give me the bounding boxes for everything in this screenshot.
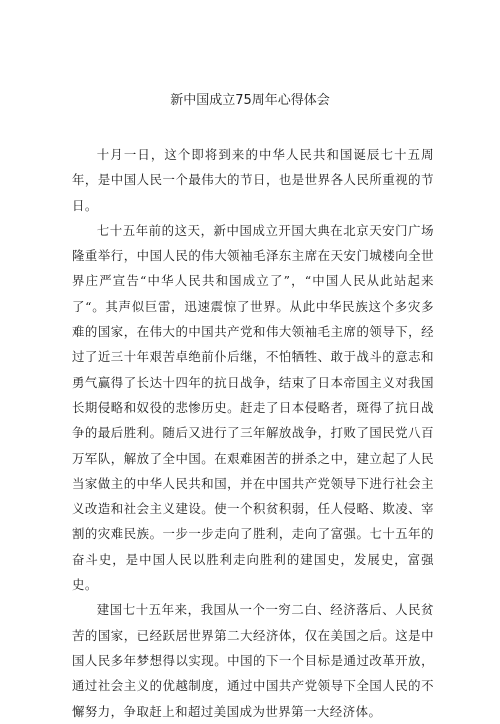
paragraph-3: 建国七十五年来，我国从一个一穷二白、经济落后、人民贫苦的国家，已经跃居世界第二大经济体，仅在美国之后。这是中国人民多年梦想得以实现。中国的下一个目标是通过改革开放，通过社会主义的优越制度，通过中国共产党领导下全国人民的不懈努力，争取赶上和超过美国成为世界第一大经济体。 — [72, 602, 434, 719]
document-title: 新中国成立75周年心得体会 — [170, 93, 330, 108]
document-body — [72, 142, 434, 724]
paragraph-1: 十月一日，这个即将到来的中华人民共和国诞辰七十五周年，是中国人民一个最伟大的节日，也是世界各人民所重视的节日。 — [72, 147, 434, 213]
paragraph-2: 七十五年前的这天，新中国成立开国大典在北京天安门广场隆重举行，中国人民的伟大领袖毛泽东主席在天安门城楼向全世界庄严宣告“中华人民共和国成立了”，“中国人民从此站起来了“。其声似巨雷，迅速震惊了世界。从此中华民族这个多灾多难的国家，在伟大的中国共产党和伟大领袖毛主席的领导下，经过了近三十年艰苦卓绝前仆后继，不怕牺牲、敢于战斗的意志和勇气赢得了长达十四年的抗日战争，结束了日本帝国主义对我国长期侵略和奴役的悲惨历史。赶走了日本侵略者，斑得了抗日战争的最后胜利。随后又进行了三年解放战争，打败了国民党八百万军队，解放了全中国。在艰难困苦的拼杀之中，建立起了人民当家做主的中华人民共和国，并在中国共产党领导下进行社会主义改造和社会主义建设。使一个积贫积弱，任人侵略、欺凌、宰割的灾难民族。一步一步走向了胜利，走向了富强。七十五年的奋斗史，是中国人民以胜利走向胜利的建国史，发展史，富强史。 — [72, 222, 434, 593]
